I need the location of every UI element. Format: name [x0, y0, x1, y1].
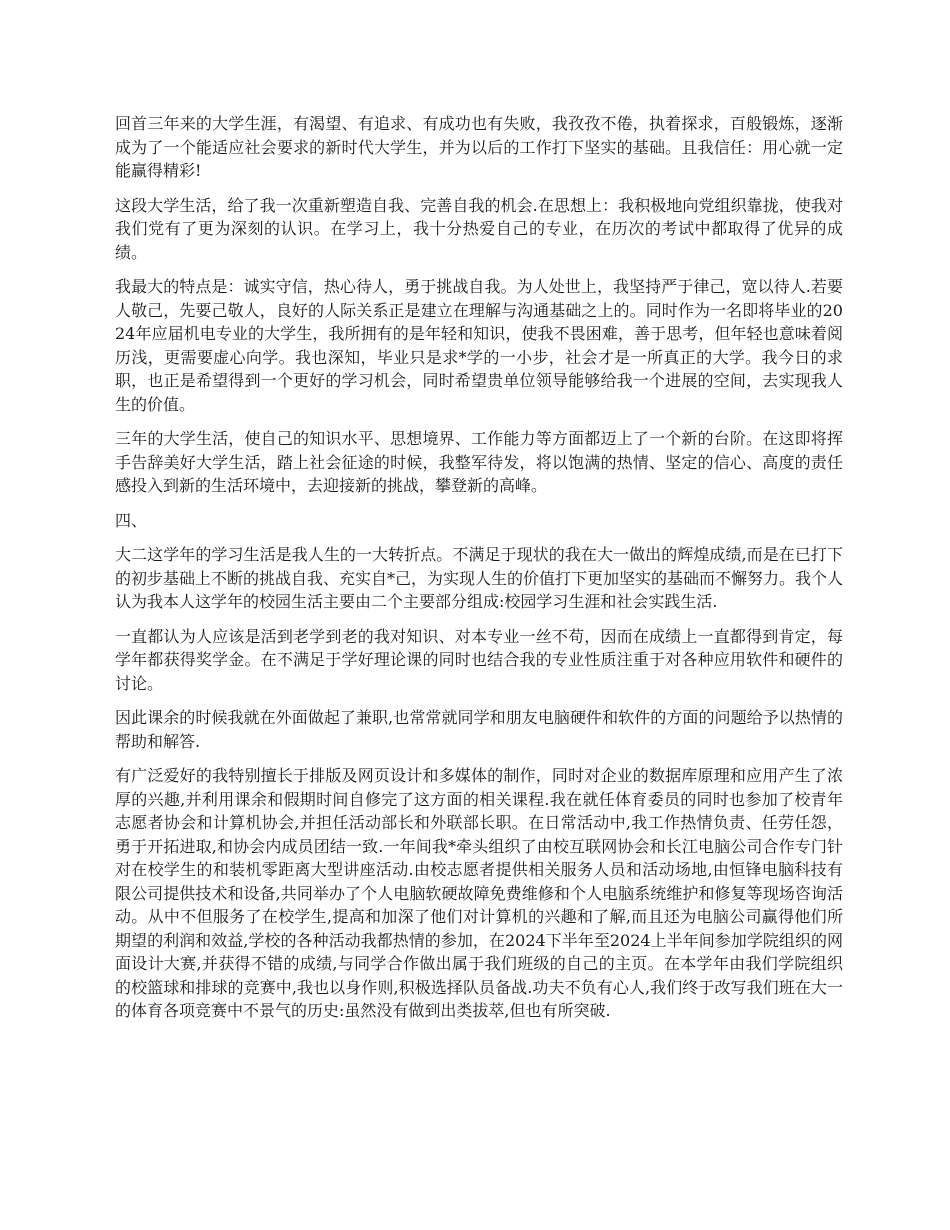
paragraph-activities: 有广泛爱好的我特别擅长于排版及网页设计和多媒体的制作，同时对企业的数据库原理和应用产生了浓厚的兴趣,并利用课余和假期时间自修完了这方面的相关课程.我在就任体育委员的同时也参加了校青年志愿者协会和计算机协会,并担任活动部长和外联部长职。在日常活动中,我工作热情负责、任劳任怨，勇于开拓进取,和协会内成员团结一致.一年间我*牵头组织了由校互联网协会和长江电脑公司合作专门针对在校学生的和装机零距离大型讲座活动.由校志愿者提供相关服务人员和活动场地,由恒锋电脑科技有限公司提供技术和设备,共同举办了个人电脑软硬故障免费维修和个人电脑系统维护和修复等现场咨询活动。从中不但服务了在校学生,提高和加深了他们对计算机的兴趣和了解,而且还为电脑公司赢得他们所期望的利润和效益,学校的各种活动我都热情的参加，在2024下半年至2024上半年间参加学院组织的网面设计大赛,并获得不错的成绩,与同学合作做出属于我们班级的自己的主页。在本学年由我们学院组织的校篮球和排球的竞赛中,我也以身作则,积极选择队员备战.功夫不负有心人,我们终于改写我们班在大一的体育各项竞赛中不景气的历史:虽然没有做到出类拔萃,但也有所突破. [115, 766, 843, 1020]
paragraph-lifelong-learning: 一直都认为人应该是活到老学到老的我对知识、对本专业一丝不苟，因而在成绩上一直都得到肯定，每学年都获得奖学金。在不满足于学好理论课的同时也结合我的专业性质注重于对各种应用软件和硬件的讨论。 [115, 626, 843, 693]
paragraph-intro-reflection: 回首三年来的大学生涯，有渴望、有追求、有成功也有失败，我孜孜不倦，执着探求，百般锻炼，逐渐成为了一个能适应社会要求的新时代大学生，并为以后的工作打下坚实的基础。且我信任：用心就一定能赢得精彩! [115, 114, 843, 180]
paragraph-university-life: 这段大学生活，给了我一次重新塑造自我、完善自我的机会.在思想上：我积极地向党组织靠拢，使我对我们党有了更为深刻的认识。在学习上，我十分热爱自己的专业，在历次的考试中都取得了优异的成绩。 [115, 195, 843, 262]
document-body [115, 112, 843, 1034]
section-heading-four: 四、 [115, 510, 148, 530]
paragraph-three-years-summary: 三年的大学生活，使自己的知识水平、思想境界、工作能力等方面都迈上了一个新的台阶。在这即将挥手告辞美好大学生活，踏上社会征途的时候，我整军待发，将以饱满的热情、坚定的信心、高度的责任感投入到新的生活环境中，去迎接新的挑战，攀登新的高峰。 [115, 429, 843, 495]
paragraph-part-time-job: 因此课余的时候我就在外面做起了兼职,也常常就同学和朋友电脑硬件和软件的方面的问题给予以热情的帮助和解答. [115, 708, 843, 751]
paragraph-personal-traits: 我最大的特点是：诚实守信，热心待人，勇于挑战自我。为人处世上，我坚持严于律己，宽以待人.若要人敬己，先要己敬人，良好的人际关系正是建立在理解与沟通基础之上的。同时作为一名即将毕业的2024年应届机电专业的大学生，我所拥有的是年轻和知识，使我不畏困难，善于思考，但年轻也意味着阅历浅，更需要虚心向学。我也深知，毕业只是求*学的一小步，社会才是一所真正的大学。我今日的求职，也正是希望得到一个更好的学习机会，同时希望贵单位领导能够给我一个进展的空间，去实现我人生的价值。 [115, 277, 843, 414]
paragraph-sophomore-year: 大二这学年的学习生活是我人生的一大转折点。不满足于现状的我在大一做出的辉煌成绩,而是在已打下的初步基础上不断的挑战自我、充实自*己，为实现人生的价值打下更加坚实的基础而不懈努力。我个人认为我本人这学年的校园生活主要由二个主要部分组成:校园学习生涯和社会实践生活. [115, 545, 844, 611]
